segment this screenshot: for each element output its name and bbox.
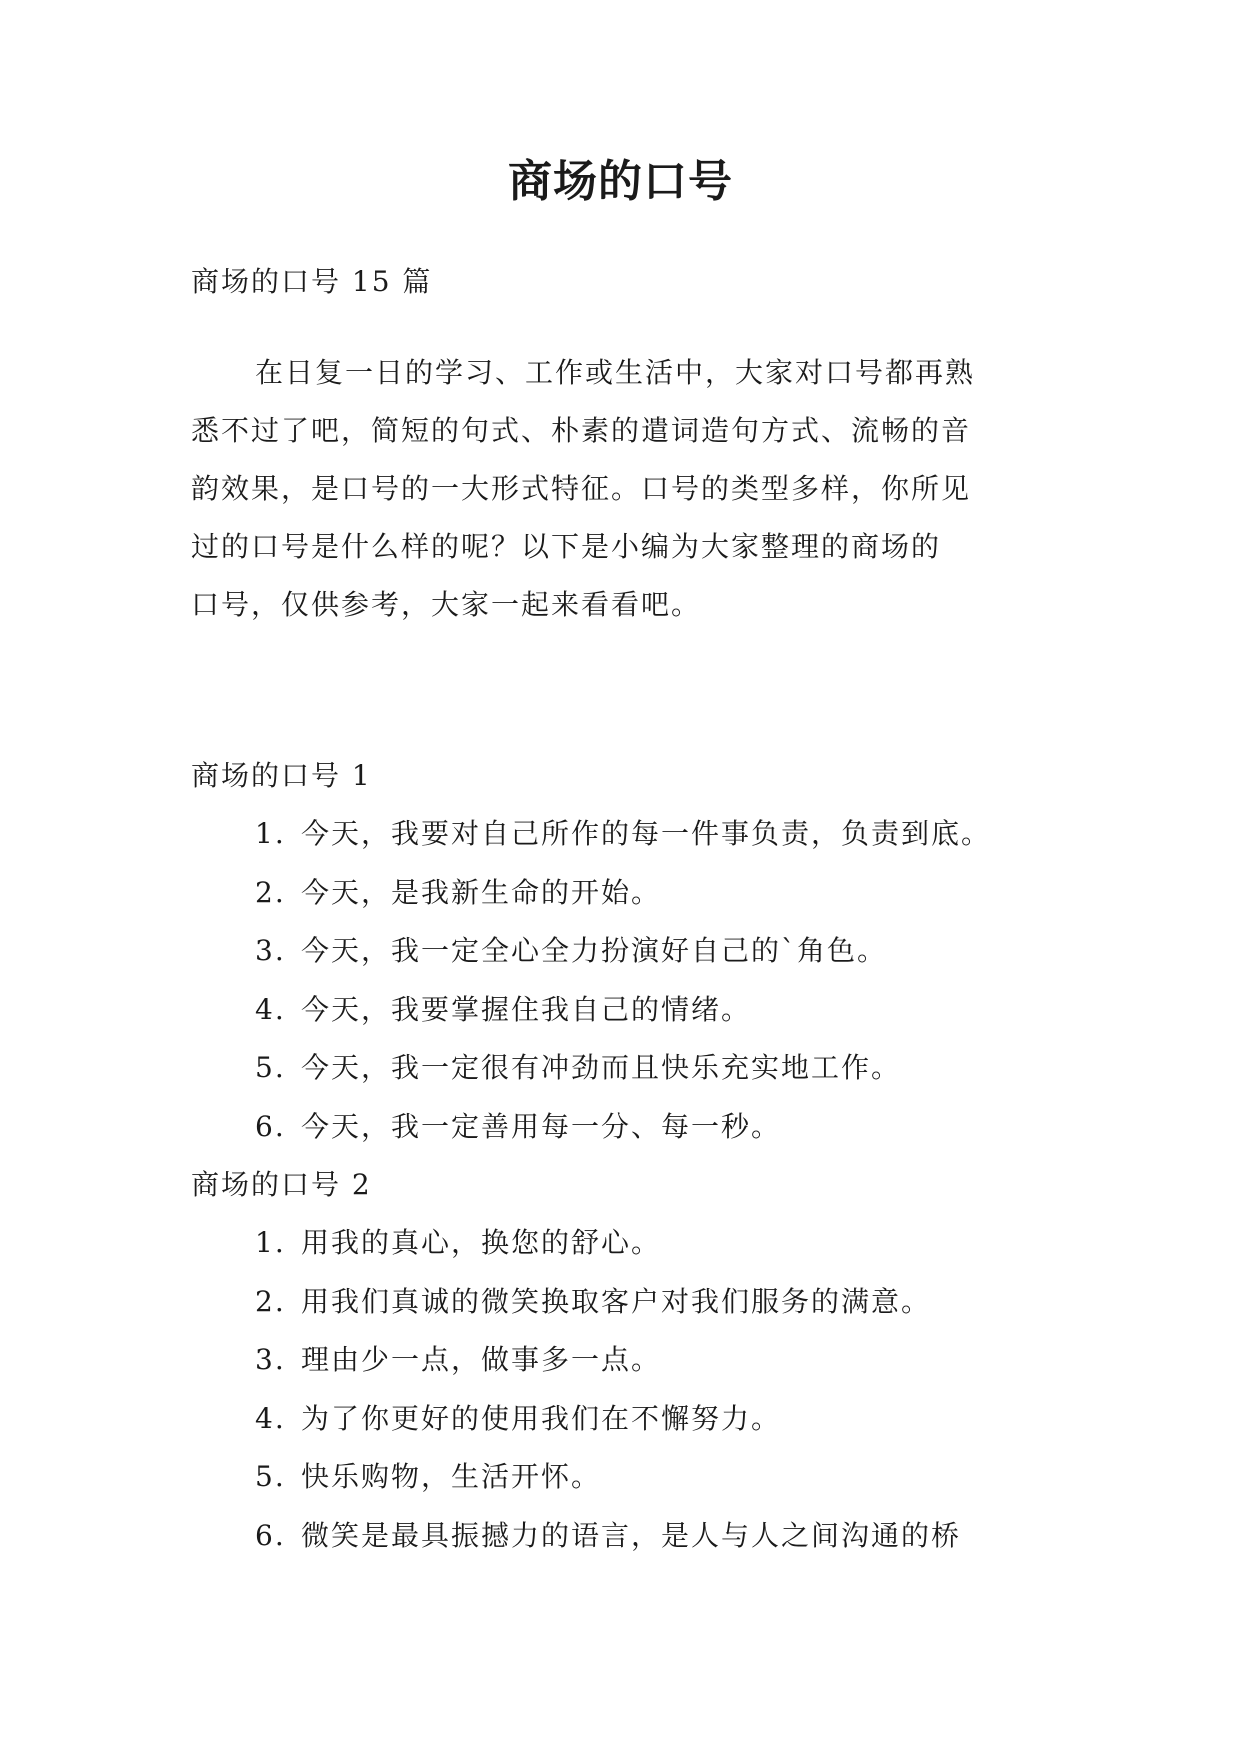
item-number: 4. — [255, 1401, 286, 1435]
item-number: 4. — [255, 992, 286, 1026]
item-text: 今天，我一定全心全力扮演好自己的`角色。 — [301, 934, 888, 967]
item-text: 用我们真诚的微笑换取客户对我们服务的满意。 — [301, 1284, 932, 1318]
item-text: 微笑是最具振撼力的语言，是人与人之间沟通的桥 — [301, 1518, 962, 1552]
list-item — [255, 1039, 991, 1098]
list-item — [255, 805, 991, 864]
list-item — [255, 1098, 991, 1157]
intro-paragraph — [191, 344, 1071, 634]
list-item — [255, 1273, 961, 1332]
list-item — [255, 1507, 961, 1566]
intro-line: 在日复一日的学习、工作或生活中，大家对口号都再熟 — [255, 356, 976, 389]
item-number: 2. — [255, 875, 286, 909]
list-item — [255, 1331, 961, 1390]
item-number: 1. — [255, 817, 286, 850]
item-text: 今天，我要对自己所作的每一件事负责，负责到底。 — [301, 817, 992, 850]
item-text: 今天，我一定很有冲劲而且快乐充实地工作。 — [301, 1051, 902, 1084]
item-number: 6. — [255, 1518, 286, 1552]
item-number: 2. — [255, 1284, 286, 1318]
slogan-list — [255, 1214, 961, 1565]
item-number: 5. — [255, 1051, 286, 1084]
list-item — [255, 1448, 961, 1507]
item-number: 3. — [255, 1343, 286, 1376]
item-text: 用我的真心，换您的舒心。 — [301, 1226, 662, 1259]
document-title: 商场的口号 — [508, 156, 733, 207]
intro-line: 韵效果，是口号的一大形式特征。口号的类型多样，你所见 — [191, 472, 972, 505]
item-text: 理由少一点，做事多一点。 — [301, 1343, 662, 1376]
section-heading: 商场的口号 1 — [191, 759, 372, 792]
section-heading: 商场的口号 2 — [191, 1168, 372, 1201]
list-item — [255, 1214, 961, 1273]
slogan-list — [255, 805, 991, 1156]
item-text: 今天，是我新生命的开始。 — [301, 875, 662, 909]
intro-line: 悉不过了吧，简短的句式、朴素的遣词造句方式、流畅的音 — [191, 414, 972, 447]
intro-line: 过的口号是什么样的呢？以下是小编为大家整理的商场的 — [191, 530, 942, 563]
list-item — [255, 1390, 961, 1449]
item-number: 5. — [255, 1460, 286, 1493]
item-number: 6. — [255, 1109, 286, 1143]
item-number: 3. — [255, 934, 286, 967]
intro-line: 口号，仅供参考，大家一起来看看吧。 — [191, 588, 702, 621]
item-text: 快乐购物，生活开怀。 — [301, 1460, 602, 1493]
list-item — [255, 981, 991, 1040]
list-item — [255, 864, 991, 923]
list-item — [255, 922, 991, 981]
item-number: 1. — [255, 1226, 286, 1259]
collection-heading: 商场的口号 15 篇 — [191, 265, 433, 298]
item-text: 今天，我要掌握住我自己的情绪。 — [301, 992, 752, 1026]
item-text: 为了你更好的使用我们在不懈努力。 — [301, 1401, 782, 1435]
item-text: 今天，我一定善用每一分、每一秒。 — [301, 1109, 782, 1143]
